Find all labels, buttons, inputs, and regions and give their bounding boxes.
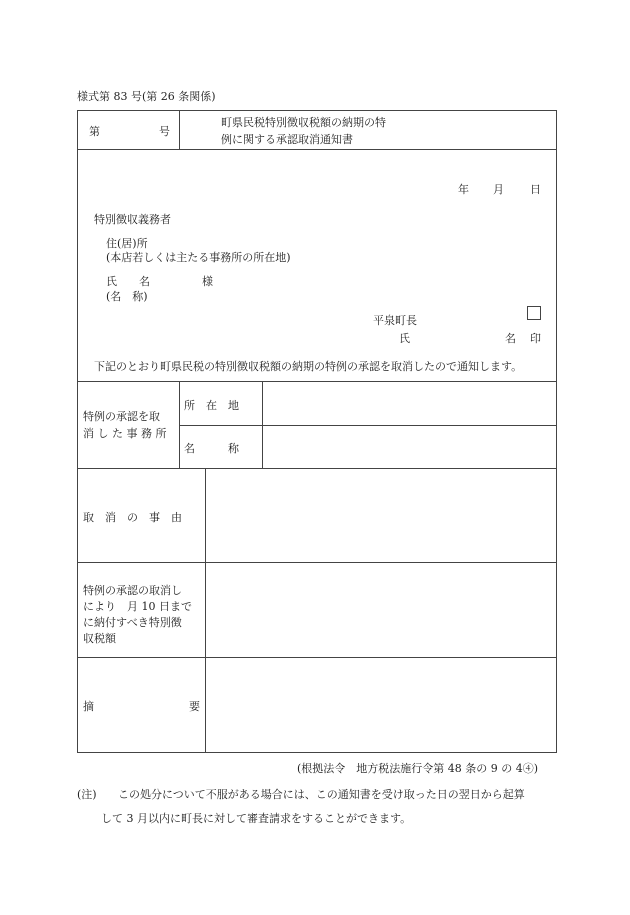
legal-basis: (根拠法令 地方税法施行令第 48 条の 9 の 4④): [297, 762, 539, 775]
office-bottom-border: [77, 468, 557, 469]
date-day: 日: [530, 183, 541, 196]
lower-col-divider: [205, 468, 206, 753]
seal-mark: 印: [530, 332, 541, 345]
office-row-divider: [179, 425, 557, 426]
table-bottom-border: [77, 752, 557, 753]
recipient-heading: 特別徴収義務者: [94, 213, 171, 226]
address-note: (本店若しくは主たる事務所の所在地): [106, 251, 291, 264]
office-label-line2: 消 し た 事 務 所: [83, 427, 167, 440]
name-label: 氏 名: [106, 275, 150, 288]
seal-box: [527, 306, 541, 320]
date-month: 月: [493, 183, 504, 196]
payment-label-line1: 特例の承認の取消し: [83, 584, 182, 597]
reason-bottom-border: [77, 562, 557, 563]
office-location-label: 所 在 地: [184, 399, 239, 412]
note-marker: (注): [77, 788, 97, 801]
payment-bottom-border: [77, 657, 557, 658]
note-line2: して 3 月以内に町長に対して審査請求をすることができます。: [101, 812, 412, 825]
summary-label-left: 摘: [83, 700, 94, 713]
body-bottom-border: [77, 381, 557, 382]
document-title-line1: 町県民税特別徴収税額の納期の特: [221, 116, 386, 129]
summary-label-right: 要: [189, 700, 200, 713]
number-suffix: 号: [159, 125, 170, 138]
name-note: (名 称): [106, 290, 148, 303]
address-label: 住(居)所: [106, 237, 148, 250]
notice-text: 下記のとおり町県民税の特別徴収税額の納期の特例の承認を取消したので通知します。: [94, 360, 523, 373]
issuer-name-label2: 名: [505, 332, 516, 345]
payment-label-line4: 収税額: [83, 632, 116, 645]
form-label: 様式第 83 号(第 26 条関係): [77, 90, 216, 103]
payment-label-line3: に納付すべき特別徴: [83, 616, 182, 629]
note-line1: この処分について不服がある場合には、この通知書を受け取った日の翌日から起算: [118, 788, 525, 801]
issuer-title: 平泉町長: [373, 314, 417, 327]
header-bottom-border: [77, 149, 557, 150]
payment-label-line2: により 月 10 日まで: [83, 600, 192, 613]
office-name-label: 名 称: [184, 442, 239, 455]
document-title-line2: 例に関する承認取消通知書: [221, 133, 353, 146]
date-year: 年: [458, 183, 469, 196]
issuer-name-label: 氏: [399, 332, 410, 345]
name-honorific: 様: [202, 275, 213, 288]
office-label-line1: 特例の承認を取: [83, 410, 160, 423]
header-divider: [179, 110, 180, 150]
table-top-border: [77, 110, 557, 111]
reason-label: 取 消 の 事 由: [83, 511, 182, 524]
number-prefix: 第: [89, 125, 100, 138]
